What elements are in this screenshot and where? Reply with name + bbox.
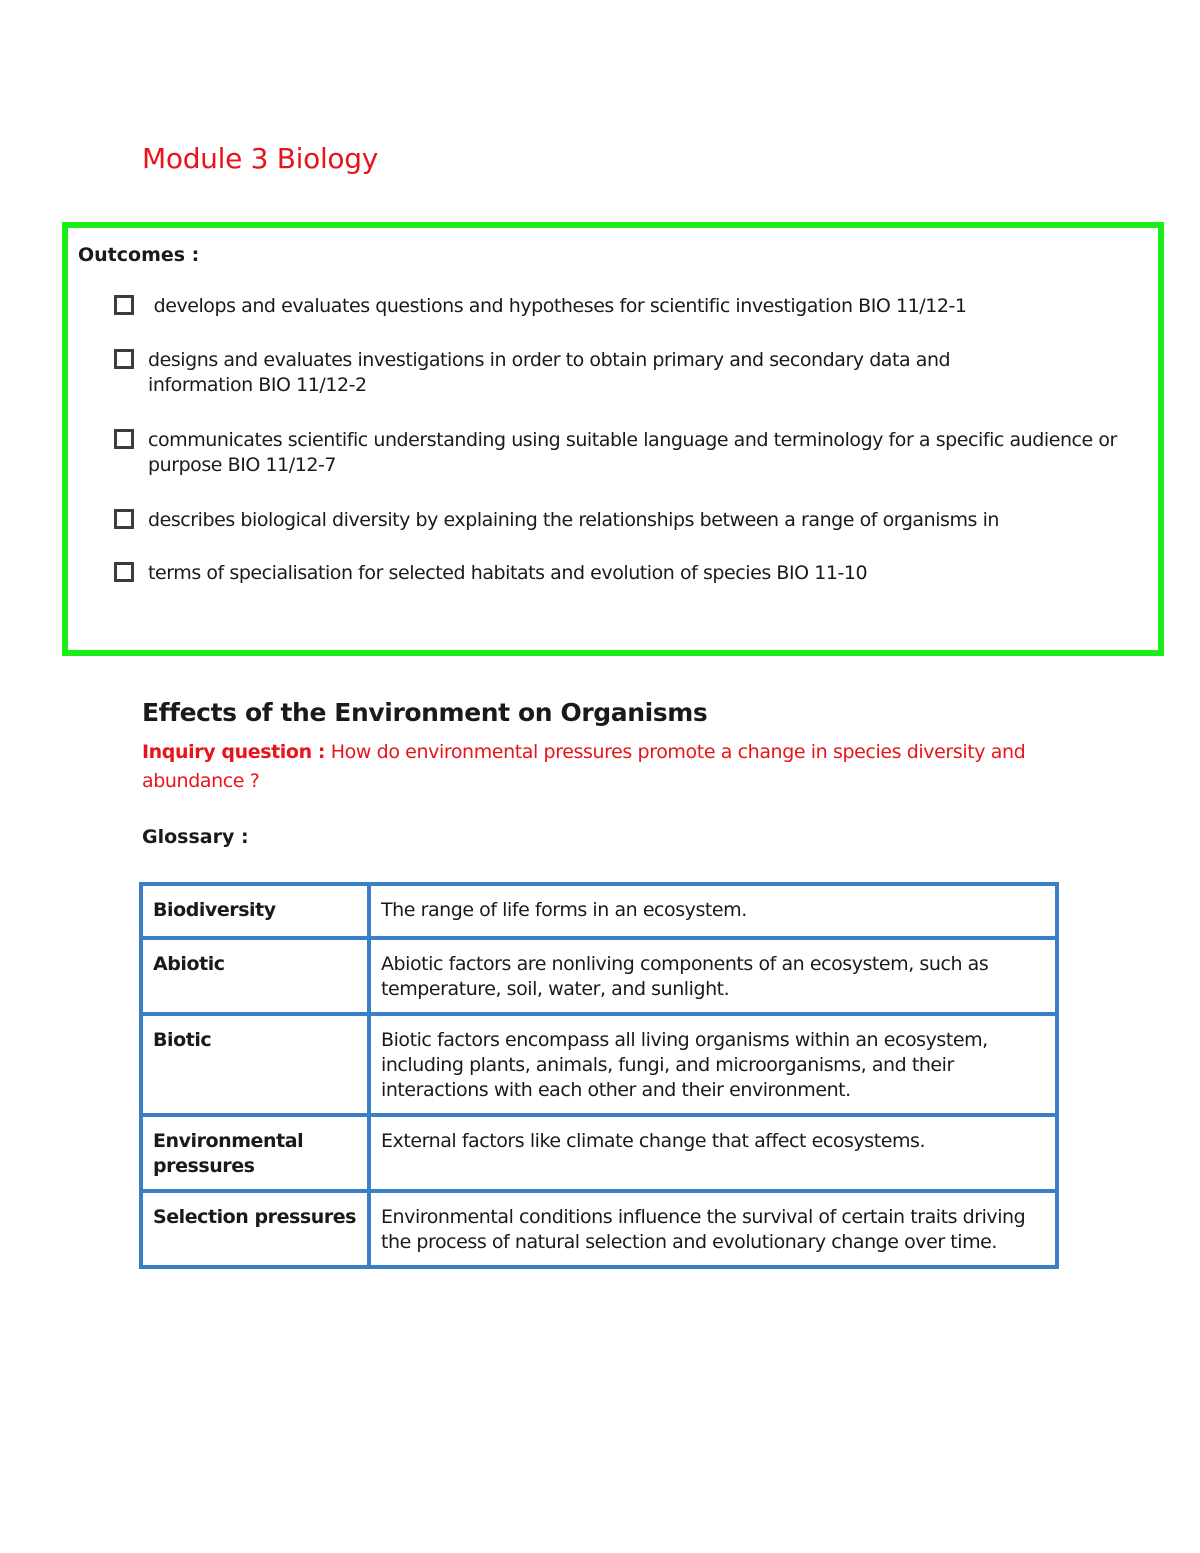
checkbox-icon[interactable] bbox=[114, 295, 134, 315]
table-row bbox=[141, 1115, 1057, 1191]
outcome-text: develops and evaluates questions and hypotheses for scientific investigation BIO 11/12-1 bbox=[148, 295, 967, 317]
glossary-table bbox=[139, 882, 1059, 1269]
outcome-item bbox=[114, 294, 1124, 319]
glossary-term: Selection pressures bbox=[141, 1191, 369, 1267]
inquiry-text: How do environmental pressures promote a change in species diversity and abundance ? bbox=[142, 741, 1026, 792]
outcome-text: terms of specialisation for selected habitats and evolution of species BIO 11-10 bbox=[148, 562, 868, 584]
glossary-definition: Biotic factors encompass all living organisms within an ecosystem, including plants, animals, fungi, and microorganisms, and their interactions with each other and their environment. bbox=[369, 1014, 1057, 1115]
checkbox-icon[interactable] bbox=[114, 562, 134, 582]
table-row bbox=[141, 938, 1057, 1014]
outcomes-label: Outcomes : bbox=[78, 244, 200, 266]
inquiry-question bbox=[142, 738, 1122, 796]
module-title: Module 3 Biology bbox=[142, 142, 379, 175]
glossary-term: Environmental pressures bbox=[141, 1115, 369, 1191]
glossary-definition: Environmental conditions influence the survival of certain traits driving the process of natural selection and evolutionary change over time. bbox=[369, 1191, 1057, 1267]
section-heading: Effects of the Environment on Organisms bbox=[142, 698, 708, 727]
outcome-item bbox=[114, 428, 1124, 478]
outcomes-box bbox=[62, 222, 1164, 656]
glossary-definition: Abiotic factors are nonliving components of an ecosystem, such as temperature, soil, water, and sunlight. bbox=[369, 938, 1057, 1014]
glossary-term: Biotic bbox=[141, 1014, 369, 1115]
glossary-definition: External factors like climate change that affect ecosystems. bbox=[369, 1115, 1057, 1191]
checkbox-icon[interactable] bbox=[114, 429, 134, 449]
table-row bbox=[141, 1014, 1057, 1115]
outcome-text: designs and evaluates investigations in order to obtain primary and secondary data and information BIO 11/12-2 bbox=[148, 349, 951, 396]
checkbox-icon[interactable] bbox=[114, 349, 134, 369]
glossary-label: Glossary : bbox=[142, 826, 249, 848]
glossary-term: Biodiversity bbox=[141, 884, 369, 938]
table-row bbox=[141, 884, 1057, 938]
inquiry-lead: Inquiry question : bbox=[142, 741, 326, 763]
table-row bbox=[141, 1191, 1057, 1267]
outcome-text: describes biological diversity by explaining the relationships between a range of organisms in bbox=[148, 509, 1000, 531]
glossary-definition: The range of life forms in an ecosystem. bbox=[369, 884, 1057, 938]
outcome-item bbox=[114, 348, 1124, 398]
checkbox-icon[interactable] bbox=[114, 509, 134, 529]
outcome-text: communicates scientific understanding using suitable language and terminology for a specific audience or purpose BIO 11/12-7 bbox=[148, 429, 1117, 476]
glossary-term: Abiotic bbox=[141, 938, 369, 1014]
outcome-item bbox=[114, 508, 1124, 533]
outcome-item bbox=[114, 561, 1124, 586]
